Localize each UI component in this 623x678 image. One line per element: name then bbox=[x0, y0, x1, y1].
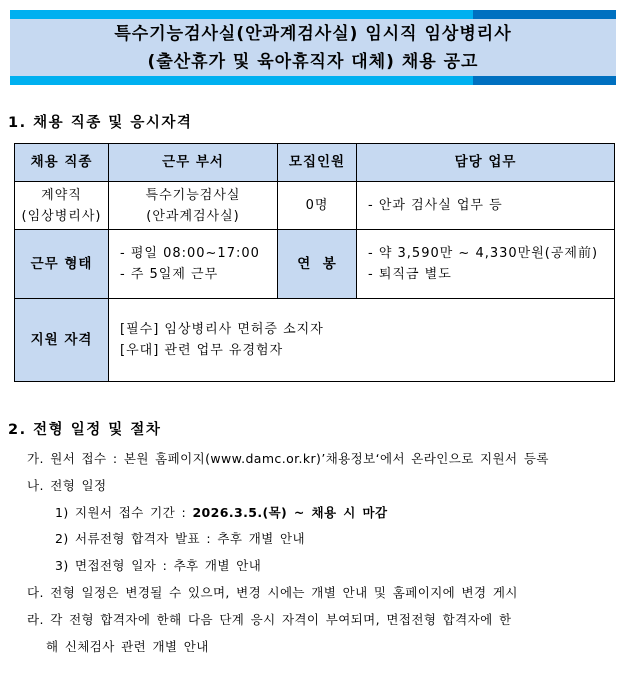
schedule-sub-interview-date: 3) 면접전형 일자 : 추후 개별 안내 bbox=[55, 558, 262, 574]
header-cell-openings: 모집인원 bbox=[278, 144, 357, 182]
work-type-line2: - 주 5일제 근무 bbox=[120, 267, 219, 282]
schedule-item-change-notice: 다. 전형 일정은 변경될 수 있으며, 변경 시에는 개별 안내 및 홈페이지에 변경 게시 bbox=[27, 584, 518, 600]
table-row-qualification bbox=[15, 299, 615, 382]
department-line2: (안과계검사실) bbox=[146, 208, 240, 224]
banner-title-line2: (출산휴가 및 육아휴직자 대체) 채용 공고 bbox=[147, 52, 479, 72]
document-page bbox=[0, 10, 623, 660]
section2-heading: 2. 전형 일정 및 절차 bbox=[8, 422, 162, 438]
job-type-line2: (임상병리사) bbox=[21, 208, 102, 224]
banner-bottom-bar-darkblue-segment bbox=[473, 76, 616, 85]
title-banner bbox=[10, 10, 616, 85]
cell-job-type bbox=[15, 182, 109, 230]
banner-top-bar-cyan-segment bbox=[10, 10, 473, 19]
banner-title-line1: 특수기능검사실(안과계검사실) 임시직 임상병리사 bbox=[114, 24, 512, 44]
schedule-sub-document-result: 2) 서류전형 합격자 발표 : 추후 개별 안내 bbox=[55, 531, 305, 547]
table-header-row bbox=[15, 144, 615, 182]
cell-salary bbox=[357, 230, 615, 299]
application-period-dates: 2026.3.5.(목) ~ 채용 시 마감 bbox=[192, 504, 388, 520]
schedule-item-pass-notice-line1: 라. 각 전형 합격자에 한해 다음 단계 응시 자격이 부여되며, 면접전형 합격자에 한 bbox=[27, 611, 512, 627]
recruitment-table bbox=[14, 143, 615, 382]
header-cell-job-type: 채용 직종 bbox=[15, 144, 109, 182]
banner-title bbox=[10, 19, 616, 76]
salary-line1: - 약 3,590만 ~ 4,330만원(공제前) bbox=[368, 246, 599, 261]
table-row-position bbox=[15, 182, 615, 230]
cell-work-type bbox=[109, 230, 278, 299]
banner-top-bar-darkblue-segment bbox=[473, 10, 616, 19]
section1-heading: 1. 채용 직종 및 응시자격 bbox=[8, 115, 193, 131]
cell-duties: - 안과 검사실 업무 등 bbox=[357, 182, 615, 230]
cell-openings: 0명 bbox=[278, 182, 357, 230]
schedule-item-application: 가. 원서 접수 : 본원 홈페이지(www.damc.or.kr)’채용정보‘에서 온라인으로 지원서 등록 bbox=[27, 451, 549, 466]
banner-bottom-bar bbox=[10, 76, 616, 85]
schedule-sub-application-period bbox=[0, 500, 623, 527]
cell-qualification bbox=[109, 299, 615, 382]
department-line1: 특수기능검사실 bbox=[145, 187, 241, 203]
qualification-line2: [우대] 관련 업무 유경험자 bbox=[120, 343, 284, 358]
label-cell-work-type: 근무 형태 bbox=[15, 230, 109, 299]
label-cell-qualification: 지원 자격 bbox=[15, 299, 109, 382]
cell-department bbox=[109, 182, 278, 230]
label-cell-salary: 연 봉 bbox=[278, 230, 357, 299]
application-period-prefix: 1) 지원서 접수 기간 : bbox=[55, 504, 193, 520]
header-cell-department: 근무 부서 bbox=[109, 144, 278, 182]
schedule-item-pass-notice-line2: 해 신체검사 관련 개별 안내 bbox=[46, 638, 209, 654]
work-type-line1: - 평일 08:00~17:00 bbox=[120, 246, 260, 261]
job-type-line1: 계약직 bbox=[41, 187, 82, 203]
schedule-item-timeline: 나. 전형 일정 bbox=[27, 477, 107, 493]
banner-top-bar bbox=[10, 10, 616, 19]
header-cell-duties: 담당 업무 bbox=[357, 144, 615, 182]
salary-line2: - 퇴직금 별도 bbox=[368, 267, 452, 282]
qualification-line1: [필수] 임상병리사 면허증 소지자 bbox=[120, 322, 324, 337]
table-row-worktype-salary bbox=[15, 230, 615, 299]
banner-bottom-bar-cyan-segment bbox=[10, 76, 473, 85]
